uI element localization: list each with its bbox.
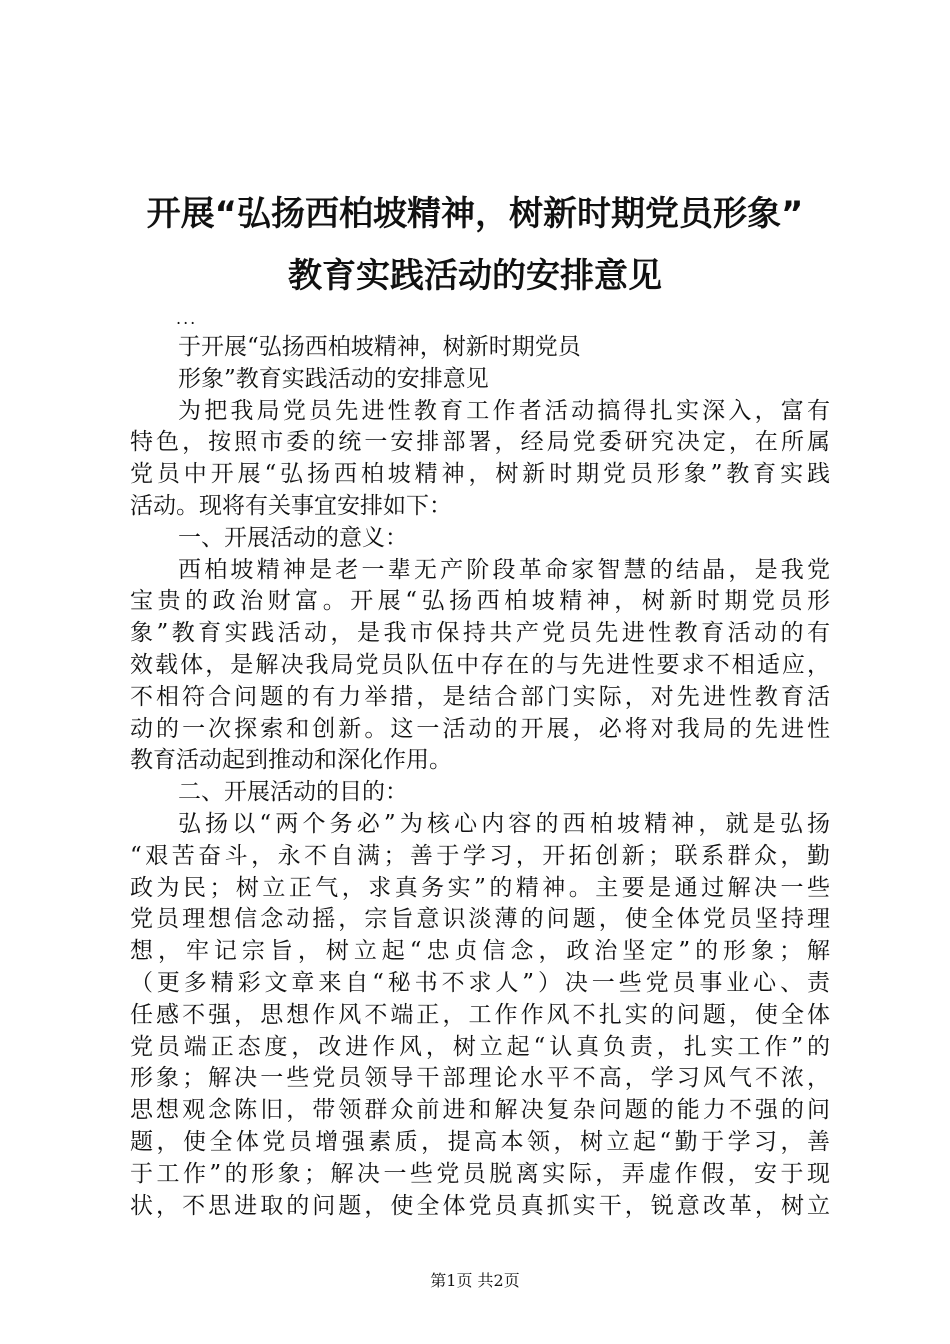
body-line: 为把我局党员先进性教育工作者活动搞得扎实深入，富有 bbox=[178, 397, 830, 424]
body-line: 形象”教育实践活动的安排意见 bbox=[178, 365, 489, 392]
body-line: 思想观念陈旧，带领群众前进和解决复杂问题的能力不强的问 bbox=[130, 1097, 830, 1124]
body-line: 西柏坡精神是老一辈无产阶段革命家智慧的结晶，是我党 bbox=[178, 556, 830, 583]
body-line: 教育活动起到推动和深化作用。 bbox=[130, 747, 452, 774]
section-heading: 二、开展活动的目的： bbox=[178, 779, 408, 806]
body-line: 党员端正态度，改进作风，树立起“认真负责，扎实工作”的 bbox=[130, 1033, 830, 1060]
body-line: 状，不思进取的问题，使全体党员真抓实干，锐意改革，树立 bbox=[130, 1192, 830, 1219]
body-line: 题，使全体党员增强素质，提高本领，树立起“勤于学习，善 bbox=[130, 1128, 830, 1155]
body-line: 想，牢记宗旨，树立起“忠贞信念，政治坚定”的形象；解 bbox=[130, 938, 830, 965]
body-line: 不相符合问题的有力举措，是结合部门实际，对先进性教育活 bbox=[130, 683, 830, 710]
body-line: 政为民；树立正气，求真务实”的精神。主要是通过解决一些 bbox=[130, 874, 830, 901]
body-line: 党员中开展“弘扬西柏坡精神，树新时期党员形象”教育实践 bbox=[130, 461, 830, 488]
body-line: （更多精彩文章来自“秘书不求人”）决一些党员事业心、责 bbox=[130, 969, 830, 996]
body-line: 于工作”的形象；解决一些党员脱离实际，弄虚作假，安于现 bbox=[130, 1160, 830, 1187]
body-line: 弘扬以“两个务必”为核心内容的西柏坡精神，就是弘扬 bbox=[178, 810, 830, 837]
document-title-line-1: 开展“弘扬西柏坡精神，树新时期党员形象” bbox=[146, 194, 804, 234]
body-line: 活动。现将有关事宜安排如下： bbox=[130, 492, 452, 519]
body-line: 动的一次探索和创新。这一活动的开展，必将对我局的先进性 bbox=[130, 715, 830, 742]
page-number-footer: 第1页 共2页 bbox=[430, 1271, 520, 1290]
body-line: 效载体，是解决我局党员队伍中存在的与先进性要求不相适应， bbox=[130, 651, 830, 678]
body-line: 象”教育实践活动，是我市保持共产党员先进性教育活动的有 bbox=[130, 620, 830, 647]
section-heading: 一、开展活动的意义： bbox=[178, 524, 408, 551]
body-line: 特色，按照市委的统一安排部署，经局党委研究决定，在所属 bbox=[130, 429, 830, 456]
document-title-line-2: 教育实践活动的安排意见 bbox=[288, 256, 662, 296]
body-line: 党员理想信念动摇，宗旨意识淡薄的问题，使全体党员坚持理 bbox=[130, 906, 830, 933]
body-line: 任感不强，思想作风不端正，工作作风不扎实的问题，使全体 bbox=[130, 1001, 830, 1028]
body-line: “艰苦奋斗，永不自满；善于学习，开拓创新；联系群众，勤 bbox=[130, 842, 830, 869]
body-line: 宝贵的政治财富。开展“弘扬西柏坡精神，树新时期党员形 bbox=[130, 588, 830, 615]
document-body bbox=[130, 306, 830, 1222]
ellipsis-line: ... bbox=[176, 309, 198, 328]
body-line: 于开展“弘扬西柏坡精神，树新时期党员 bbox=[178, 334, 581, 360]
body-line: 形象；解决一些党员领导干部理论水平不高，学习风气不浓， bbox=[130, 1065, 830, 1092]
